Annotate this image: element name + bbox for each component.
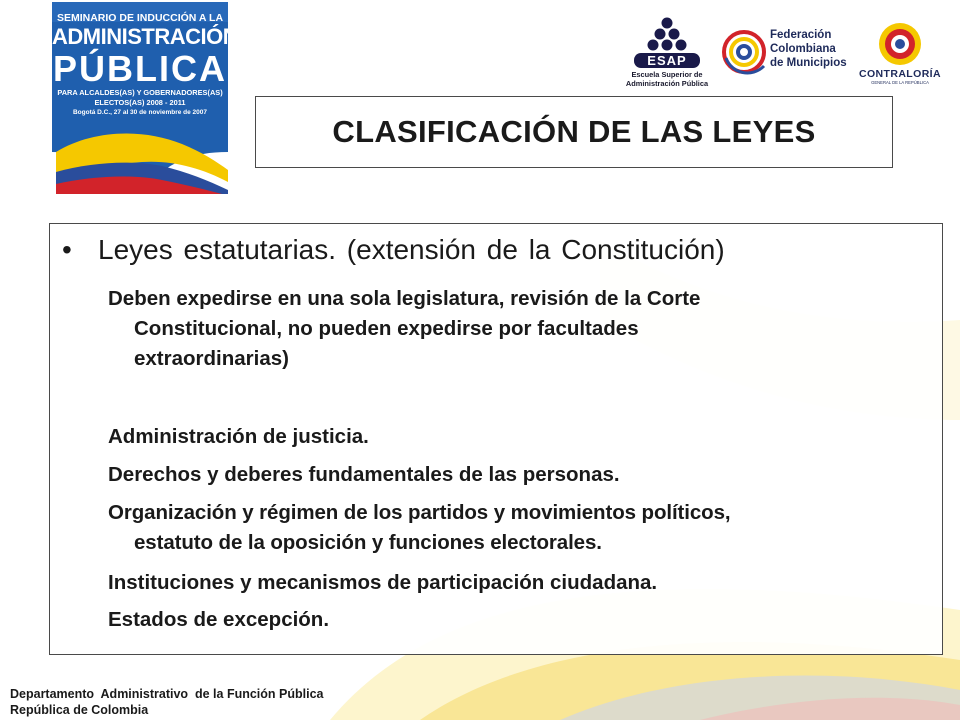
esap-logo xyxy=(614,16,720,92)
footer-line2: República de Colombia xyxy=(10,703,149,717)
esap-caption-line1: Escuela Superior de xyxy=(631,70,703,79)
paragraph-parties-line2: estatuto de la oposición y funciones electorales. xyxy=(134,531,602,554)
paragraph-exception: Estados de excepción. xyxy=(108,608,330,631)
bullet-icon: • xyxy=(62,234,72,265)
paragraph-parties xyxy=(108,498,908,558)
paragraph-rights: Derechos y deberes fundamentales de las personas. xyxy=(108,463,620,486)
seminar-logo-line1: SEMINARIO DE INDUCCIÓN A LA xyxy=(56,12,224,24)
contraloria-name: CONTRALORÍA xyxy=(859,68,941,80)
esap-caption-line2: Administración Pública xyxy=(625,79,709,88)
fcm-line3: de Municipios xyxy=(770,57,847,69)
esap-dots-icon xyxy=(614,16,720,70)
seminar-logo xyxy=(52,2,239,194)
bullet-heading-text: Leyes estatutarias. (extensión de la Constitución) xyxy=(98,234,725,265)
seminar-logo-line2: ADMINISTRACIÓN xyxy=(52,24,239,49)
paragraph-justice: Administración de justicia. xyxy=(108,425,369,448)
contraloria-subtitle: GENERAL DE LA REPÚBLICA xyxy=(871,80,929,85)
paragraph-requirements-line2: Constitucional, no pueden expedirse por facultades xyxy=(134,317,639,340)
contraloria-logo xyxy=(858,20,942,92)
esap-caption xyxy=(614,70,720,88)
fcm-line2: Colombiana xyxy=(770,43,836,55)
content-box xyxy=(49,223,943,655)
paragraph-parties-line1: Organización y régimen de los partidos y movimientos políticos, xyxy=(108,501,731,524)
fcm-swirl-icon xyxy=(722,24,770,84)
paragraph-participation: Instituciones y mecanismos de participación ciudadana. xyxy=(108,571,658,594)
footer-line1: Departamento Administrativo de la Función Pública xyxy=(10,687,324,701)
esap-mark: ESAP xyxy=(647,53,687,68)
paragraph-requirements-line3: extraordinarias) xyxy=(134,347,289,370)
paragraph-requirements-line1: Deben expedirse en una sola legislatura, revisión de la Corte xyxy=(108,287,701,310)
fcm-logo xyxy=(722,24,852,84)
footer xyxy=(10,686,323,718)
seminar-logo-line6: Bogotá D.C., 27 al 30 de noviembre de 2007 xyxy=(72,109,208,116)
fcm-line1: Federación xyxy=(770,29,832,41)
page-title: CLASIFICACIÓN DE LAS LEYES xyxy=(332,114,816,149)
seminar-logo-line4: PARA ALCALDES(AS) Y GOBERNADORES(AS) xyxy=(57,88,223,97)
seminar-logo-line3: PÚBLICA xyxy=(53,48,227,89)
seminar-logo-line5: ELECTOS(AS) 2008 - 2011 xyxy=(94,98,186,107)
title-box xyxy=(255,96,893,168)
fcm-name xyxy=(770,28,847,70)
contraloria-rings-icon xyxy=(858,20,942,68)
paragraph-requirements xyxy=(108,284,908,374)
